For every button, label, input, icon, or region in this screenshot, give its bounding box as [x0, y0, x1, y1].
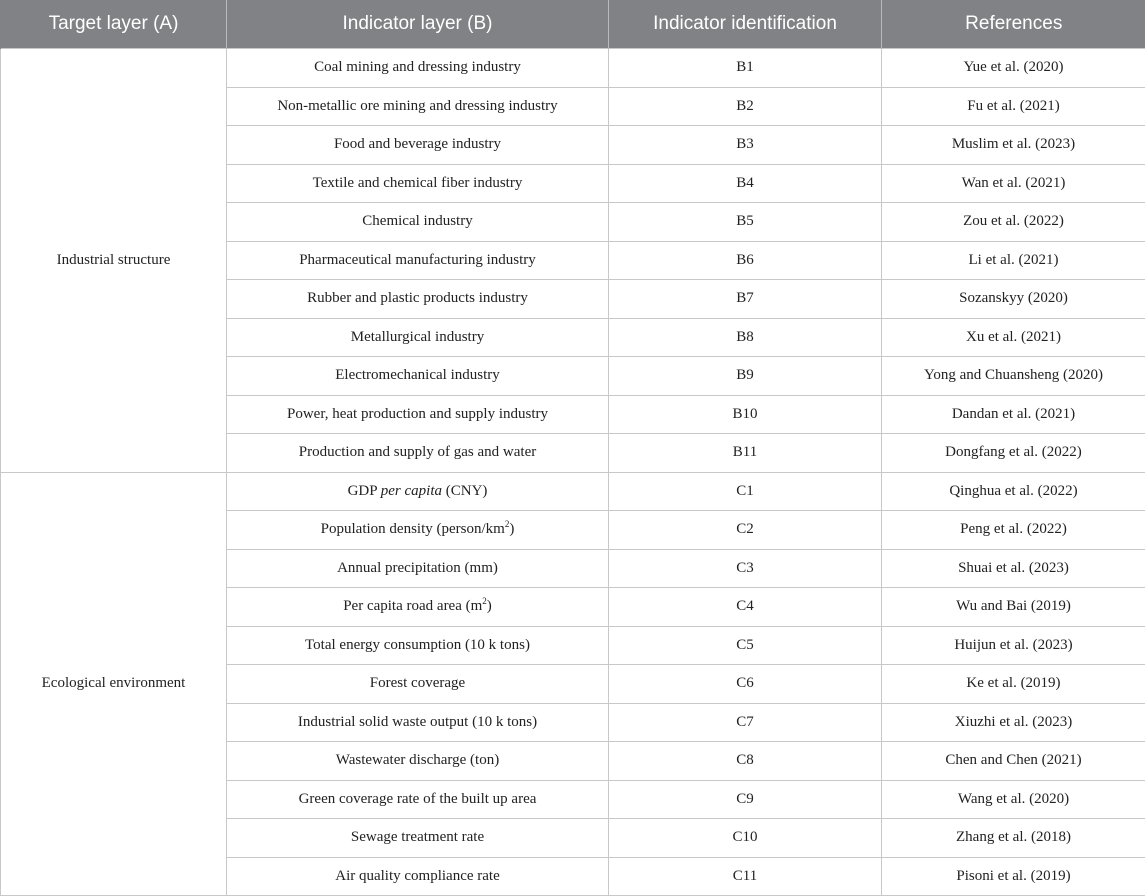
reference-cell: Wu and Bai (2019)	[882, 588, 1145, 627]
indicator-id-cell: C6	[609, 665, 882, 704]
indicator-id-cell: B3	[609, 126, 882, 165]
header-target-layer: Target layer (A)	[1, 0, 227, 49]
reference-cell: Dandan et al. (2021)	[882, 395, 1145, 434]
reference-cell: Fu et al. (2021)	[882, 87, 1145, 126]
indicator-cell: Green coverage rate of the built up area	[227, 780, 609, 819]
reference-cell: Pisoni et al. (2019)	[882, 857, 1145, 896]
reference-cell: Li et al. (2021)	[882, 241, 1145, 280]
reference-cell: Zou et al. (2022)	[882, 203, 1145, 242]
indicator-cell: Wastewater discharge (ton)	[227, 742, 609, 781]
indicator-cell: Sewage treatment rate	[227, 819, 609, 858]
header-row	[1, 0, 1145, 49]
indicator-italic-text: per capita	[381, 483, 442, 499]
indicator-id-cell: C7	[609, 703, 882, 742]
indicator-id-cell: B6	[609, 241, 882, 280]
indicator-text: GDP	[348, 483, 381, 499]
indicator-cell: Pharmaceutical manufacturing industry	[227, 241, 609, 280]
reference-cell: Sozanskyy (2020)	[882, 280, 1145, 319]
reference-cell: Xu et al. (2021)	[882, 318, 1145, 357]
indicator-id-cell: B11	[609, 434, 882, 473]
indicator-cell: Rubber and plastic products industry	[227, 280, 609, 319]
reference-cell: Qinghua et al. (2022)	[882, 472, 1145, 511]
indicator-cell	[227, 588, 609, 627]
indicator-text: Population density (person/km	[321, 521, 505, 537]
indicator-cell: Industrial solid waste output (10 k tons)	[227, 703, 609, 742]
indicator-cell: Coal mining and dressing industry	[227, 49, 609, 88]
indicator-superscript: 2	[482, 596, 487, 606]
indicator-id-cell: C11	[609, 857, 882, 896]
indicator-id-cell: B2	[609, 87, 882, 126]
indicator-id-cell: C8	[609, 742, 882, 781]
indicator-id-cell: B7	[609, 280, 882, 319]
indicator-cell: Forest coverage	[227, 665, 609, 704]
reference-cell: Muslim et al. (2023)	[882, 126, 1145, 165]
header-indicator-identification: Indicator identification	[609, 0, 882, 49]
reference-cell: Chen and Chen (2021)	[882, 742, 1145, 781]
indicator-cell: Power, heat production and supply industry	[227, 395, 609, 434]
target-layer-cell: Industrial structure	[1, 49, 227, 473]
indicator-id-cell: C9	[609, 780, 882, 819]
indicator-id-cell: B1	[609, 49, 882, 88]
indicator-superscript: 2	[505, 519, 510, 529]
indicator-cell: Air quality compliance rate	[227, 857, 609, 896]
indicator-id-cell: B5	[609, 203, 882, 242]
indicator-cell: Textile and chemical fiber industry	[227, 164, 609, 203]
table-row	[1, 472, 1145, 511]
indicator-cell: Non-metallic ore mining and dressing industry	[227, 87, 609, 126]
indicator-cell: Production and supply of gas and water	[227, 434, 609, 473]
table-body	[1, 49, 1145, 896]
header-references: References	[882, 0, 1145, 49]
reference-cell: Wan et al. (2021)	[882, 164, 1145, 203]
indicator-id-cell: C5	[609, 626, 882, 665]
indicator-cell	[227, 511, 609, 550]
reference-cell: Xiuzhi et al. (2023)	[882, 703, 1145, 742]
indicator-cell: Metallurgical industry	[227, 318, 609, 357]
header-indicator-layer: Indicator layer (B)	[227, 0, 609, 49]
indicator-cell: Annual precipitation (mm)	[227, 549, 609, 588]
reference-cell: Dongfang et al. (2022)	[882, 434, 1145, 473]
indicator-id-cell: B9	[609, 357, 882, 396]
indicator-id-cell: B8	[609, 318, 882, 357]
indicator-id-cell: C10	[609, 819, 882, 858]
indicator-cell	[227, 472, 609, 511]
reference-cell: Zhang et al. (2018)	[882, 819, 1145, 858]
indicator-id-cell: C3	[609, 549, 882, 588]
table-row	[1, 49, 1145, 88]
reference-cell: Shuai et al. (2023)	[882, 549, 1145, 588]
reference-cell: Huijun et al. (2023)	[882, 626, 1145, 665]
indicator-cell: Total energy consumption (10 k tons)	[227, 626, 609, 665]
indicator-id-cell: B10	[609, 395, 882, 434]
indicator-id-cell: C2	[609, 511, 882, 550]
indicator-text: )	[487, 598, 492, 614]
indicator-cell: Chemical industry	[227, 203, 609, 242]
indicator-cell: Electromechanical industry	[227, 357, 609, 396]
indicator-text: (CNY)	[442, 483, 487, 499]
reference-cell: Wang et al. (2020)	[882, 780, 1145, 819]
indicator-text: )	[509, 521, 514, 537]
indicator-id-cell: B4	[609, 164, 882, 203]
indicator-cell: Food and beverage industry	[227, 126, 609, 165]
reference-cell: Ke et al. (2019)	[882, 665, 1145, 704]
target-layer-cell: Ecological environment	[1, 472, 227, 896]
indicator-id-cell: C1	[609, 472, 882, 511]
reference-cell: Yue et al. (2020)	[882, 49, 1145, 88]
indicator-id-cell: C4	[609, 588, 882, 627]
reference-cell: Yong and Chuansheng (2020)	[882, 357, 1145, 396]
indicator-text: Per capita road area (m	[343, 598, 482, 614]
reference-cell: Peng et al. (2022)	[882, 511, 1145, 550]
